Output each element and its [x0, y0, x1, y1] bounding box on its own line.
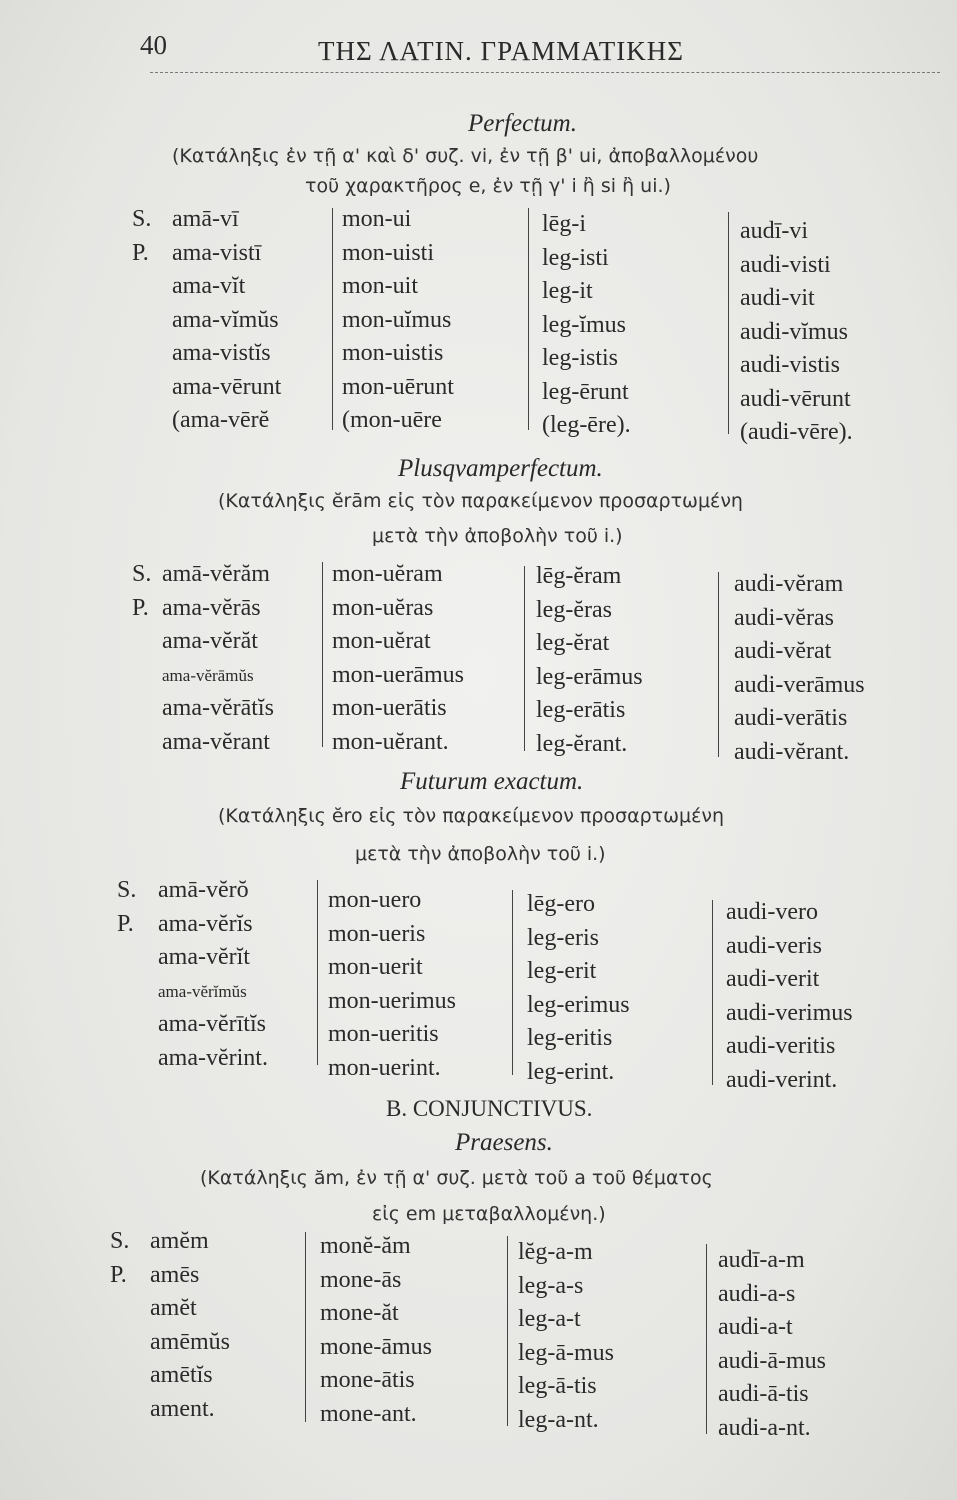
form: leg-ĕrat [536, 630, 610, 656]
form: leg-isti [542, 244, 609, 271]
form: leg-ā-tis [518, 1373, 597, 1399]
form: audī-vi [740, 218, 808, 244]
plusquamperfectum-col-fourth-conjugation [734, 568, 865, 769]
form: mon-uero [328, 887, 422, 913]
form: mone-ātis [320, 1367, 415, 1393]
form: ama-vĭt [172, 273, 246, 299]
form: leg-ērunt [542, 378, 629, 405]
form: lēg-ero [527, 891, 595, 917]
column-rule [332, 208, 333, 430]
form: mone-ăt [320, 1300, 399, 1326]
form: mon-uerimus [328, 987, 456, 1014]
form: audi-a-nt. [718, 1414, 811, 1441]
label-plural: P. [132, 594, 149, 621]
form: audi-vero [726, 899, 818, 925]
form: ama-vĕrātĭs [162, 695, 274, 721]
form: audi-verāmus [734, 671, 865, 698]
form: amētĭs [150, 1362, 213, 1388]
form: audī-a-m [718, 1247, 805, 1273]
form: audi-veris [726, 932, 822, 959]
form: audi-vĕrat [734, 638, 832, 664]
form: audi-vistis [740, 352, 840, 378]
plusquamperfectum-title: Plusqvamperfectum. [398, 455, 603, 482]
futurum-exactum-title: Futurum exactum. [400, 768, 584, 795]
form: leg-eritis [527, 1025, 613, 1051]
form: leg-ĕrant. [536, 730, 628, 757]
form: leg-istis [542, 345, 618, 371]
form: ama-vĕrăt [162, 628, 258, 654]
form: mon-uērunt [342, 373, 454, 400]
form: ama-vĕrītĭs [158, 1011, 266, 1037]
conjunctivus-note-line1: (Κατάληξις ăm, ἐν τῇ α' συζ. μετὰ τοῦ a τοῦ θέματος [200, 1167, 713, 1189]
perfectum-number-labels [132, 203, 151, 270]
form: audi-vĕras [734, 604, 834, 631]
futurum-col-fourth-conjugation [726, 896, 853, 1097]
praesens-title: Praesens. [455, 1129, 553, 1156]
form: (mon-uēre [342, 407, 442, 433]
column-rule [317, 880, 318, 1065]
column-rule [322, 562, 323, 747]
form: ama-vĕrint. [158, 1044, 268, 1071]
form: audi-verimus [726, 999, 853, 1026]
form: ama-vĕrĭmŭs [158, 981, 247, 1001]
form: leg-erātis [536, 697, 626, 723]
form: ament. [150, 1395, 215, 1422]
column-rule [507, 1236, 508, 1426]
praesens-col-third-conjugation [518, 1236, 614, 1437]
form: amā-vī [172, 206, 239, 232]
form: mon-ueris [328, 920, 426, 947]
form: mon-uerāmus [332, 661, 464, 688]
form: (ama-vērĕ [172, 407, 270, 433]
plusquamperfectum-note-line1: (Κατάληξις ĕrām εἰς τὸν παρακείμενον προσαρτωμένη [218, 490, 743, 512]
form: mon-uerātis [332, 695, 447, 721]
label-plural: P. [110, 1261, 127, 1288]
running-title: ΤΗΣ ΛΑΤΙΝ. ΓΡΑΜΜΑΤΙΚΗΣ [318, 36, 684, 66]
form: monĕ-ăm [320, 1233, 411, 1259]
futurum-col-second-conjugation [328, 884, 456, 1085]
form: amēs [150, 1261, 200, 1288]
column-rule [512, 890, 513, 1075]
form: ama-vistī [172, 239, 262, 266]
futurum-note-line1: (Κατάληξις ĕro εἰς τὸν παρακείμενον προσαρτωμένη [218, 805, 725, 827]
form: leg-erit [527, 958, 597, 984]
form: ama-vĕrāmŭs [162, 665, 254, 685]
column-rule [528, 208, 529, 430]
column-rule [524, 566, 525, 751]
form: lēg-i [542, 211, 586, 237]
praesens-col-fourth-conjugation [718, 1244, 826, 1445]
form: audi-vĕrant. [734, 738, 850, 765]
perfectum-col-third-conjugation [542, 208, 631, 443]
perfectum-note-line2: τοῦ χαρακτῆρος e, ἐν τῇ γ' i ἢ si ἢ ui.) [305, 175, 671, 197]
form: audi-a-s [718, 1280, 796, 1307]
form: lĕg-a-m [518, 1239, 593, 1265]
form: lēg-ĕram [536, 563, 622, 589]
form: audi-vĕram [734, 571, 844, 597]
form: ama-vĭmŭs [172, 306, 279, 333]
form: mon-uerint. [328, 1054, 441, 1081]
form: mon-ui [342, 206, 412, 232]
form: leg-erimus [527, 991, 630, 1018]
form: audi-verint. [726, 1066, 838, 1093]
form: leg-a-s [518, 1272, 584, 1299]
form: mon-ueritis [328, 1021, 439, 1047]
futurum-number-labels [117, 874, 136, 941]
conjunctivus-note-line2: εἰς em μεταβαλλομένη.) [372, 1203, 606, 1225]
form: amēmŭs [150, 1328, 230, 1355]
form: ama-vĕrās [162, 594, 261, 621]
form: mon-uisti [342, 239, 435, 266]
form: amĕt [150, 1295, 197, 1321]
form: audi-verit [726, 966, 820, 992]
form: leg-erāmus [536, 663, 643, 690]
plusquamperfectum-col-second-conjugation [332, 558, 464, 759]
form: ama-vērunt [172, 373, 282, 400]
form: ama-vĕrĭs [158, 910, 253, 937]
form: mone-ant. [320, 1400, 417, 1427]
form: leg-a-t [518, 1306, 581, 1332]
form: (leg-ēre). [542, 412, 631, 438]
column-rule [305, 1232, 306, 1422]
form: audi-verātis [734, 705, 848, 731]
form: leg-ĕras [536, 596, 612, 623]
plusquamperfectum-note-line2: μετὰ τὴν ἀποβολὴν τοῦ i.) [372, 525, 623, 547]
label-singular: S. [117, 877, 137, 903]
column-rule [718, 572, 719, 757]
header-rule [150, 72, 940, 73]
futurum-col-first-conjugation [158, 874, 268, 1075]
form: mon-uerit [328, 954, 423, 980]
label-singular: S. [132, 561, 152, 587]
form: ama-vĕrĭt [158, 944, 250, 970]
form: audi-veritis [726, 1033, 836, 1059]
form: mone-āmus [320, 1333, 432, 1360]
perfectum-col-fourth-conjugation [740, 215, 853, 450]
column-rule [706, 1244, 707, 1434]
form: ama-vĕrant [162, 728, 270, 755]
form: mon-uĕras [332, 594, 434, 621]
futurum-col-third-conjugation [527, 888, 630, 1089]
futurum-note-line2: μετὰ τὴν ἀποβολὴν τοῦ i.) [355, 843, 606, 865]
form: audi-vērunt [740, 385, 851, 412]
form: amĕm [150, 1228, 209, 1254]
page-number: 40 [140, 30, 167, 60]
form: audi-ā-mus [718, 1347, 826, 1374]
form: mone-ās [320, 1266, 402, 1293]
form: mon-uĕrat [332, 628, 431, 654]
form: leg-ĭmus [542, 311, 626, 338]
perfectum-col-first-conjugation [172, 203, 281, 438]
label-plural: P. [117, 910, 134, 937]
praesens-col-first-conjugation [150, 1225, 230, 1426]
form: audi-ā-tis [718, 1381, 809, 1407]
form: audi-a-t [718, 1314, 793, 1340]
column-rule [728, 212, 729, 434]
column-rule [712, 900, 713, 1085]
form: mon-uit [342, 273, 418, 299]
form: leg-a-nt. [518, 1406, 599, 1433]
form: leg-it [542, 278, 593, 304]
label-singular: S. [132, 206, 152, 232]
form: mon-uĕrant. [332, 728, 449, 755]
perfectum-title: Perfectum. [468, 110, 577, 137]
form: leg-erint. [527, 1058, 615, 1085]
label-singular: S. [110, 1228, 130, 1254]
form: amā-vĕrăm [162, 561, 270, 587]
form: ama-vistĭs [172, 340, 271, 366]
plusquamperfectum-number-labels [132, 558, 151, 625]
praesens-col-second-conjugation [320, 1230, 432, 1431]
form: leg-eris [527, 924, 599, 951]
form: amā-vĕrŏ [158, 877, 249, 903]
form: (audi-vēre). [740, 419, 853, 445]
praesens-number-labels [110, 1225, 129, 1292]
form: mon-uĕram [332, 561, 443, 587]
form: mon-uĭmus [342, 306, 452, 333]
form: audi-visti [740, 251, 831, 278]
plusquamperfectum-col-first-conjugation [162, 558, 274, 759]
perfectum-col-second-conjugation [342, 203, 454, 438]
perfectum-note-line1: (Κατάληξις ἐν τῇ α' καὶ δ' συζ. vi, ἐν τῇ β' ui, ἀποβαλλομένου [172, 145, 759, 167]
form: audi-vit [740, 285, 815, 311]
form: mon-uistis [342, 340, 444, 366]
plusquamperfectum-col-third-conjugation [536, 560, 643, 761]
form: leg-ā-mus [518, 1339, 614, 1366]
conjunctivus-title: B. CONJUNCTIVUS. [386, 1096, 593, 1121]
label-plural: P. [132, 239, 149, 266]
form: audi-vĭmus [740, 318, 848, 345]
